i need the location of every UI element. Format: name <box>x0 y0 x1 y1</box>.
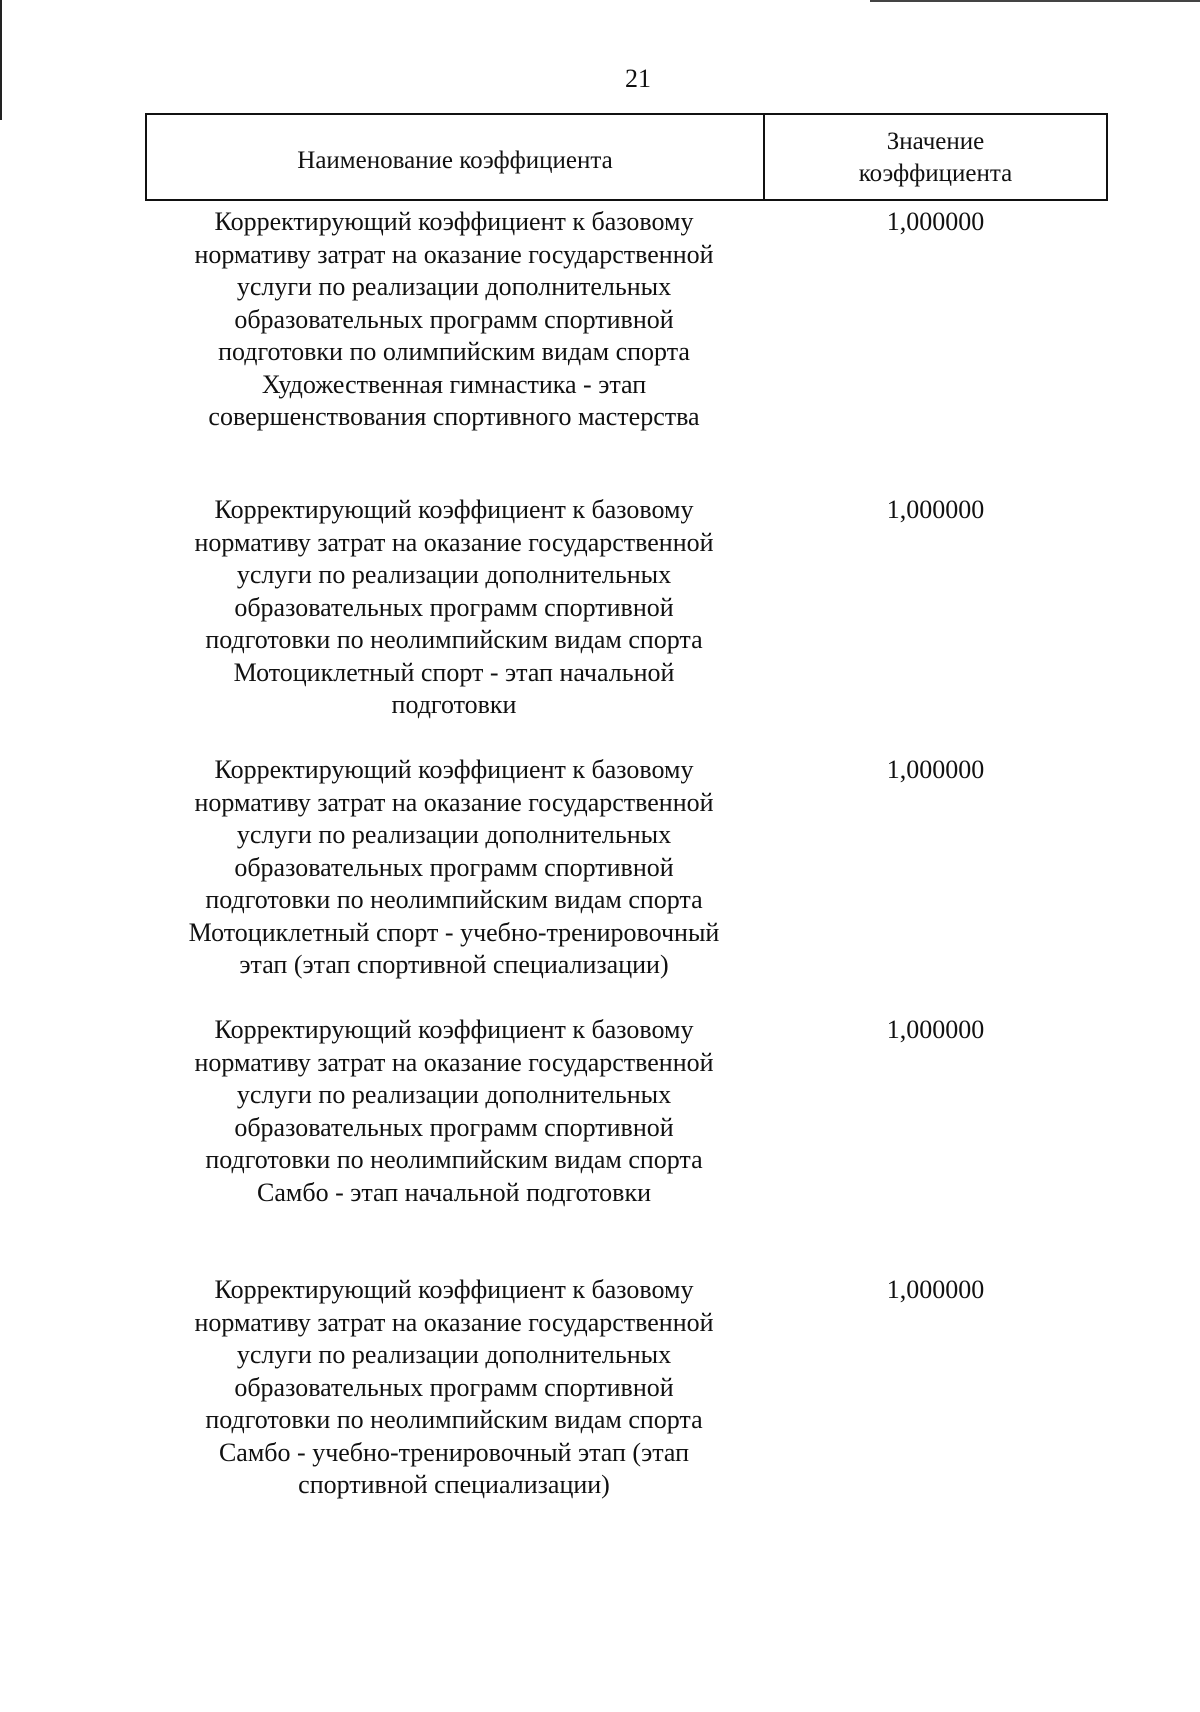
table-row <box>145 754 1108 982</box>
coefficient-value: 1,000000 <box>886 1275 985 1304</box>
coefficient-value: 1,000000 <box>886 1015 985 1044</box>
table-row <box>145 1274 1108 1502</box>
scan-edge-left <box>0 0 2 120</box>
table-row <box>145 1014 1108 1209</box>
coefficient-name: Корректирующий коэффициент к базовому нормативу затрат на оказание государственной услуги по реализации дополнительных образовательных программ спортивной подготовки по неолимпийским видам спорта Самбо - этап начальной подготовки <box>194 1015 714 1207</box>
table-header <box>145 113 1108 201</box>
coefficient-value: 1,000000 <box>886 755 985 784</box>
page-number: 21 <box>625 64 651 93</box>
coefficient-name: Корректирующий коэффициент к базовому нормативу затрат на оказание государственной услуги по реализации дополнительных образовательных программ спортивной подготовки по олимпийским видам спорта Художественная гимнастика - этап совершенствования спортивного мастерства <box>194 207 714 431</box>
coefficient-value: 1,000000 <box>886 495 985 524</box>
header-coefficient-value <box>765 115 1106 199</box>
table-row <box>145 494 1108 722</box>
coefficient-name: Корректирующий коэффициент к базовому нормативу затрат на оказание государственной услуги по реализации дополнительных образовательных программ спортивной подготовки по неолимпийским видам спорта Мотоциклетный спорт - этап начальной подготовки <box>194 495 714 719</box>
scan-edge-top <box>870 0 1200 2</box>
coefficient-name: Корректирующий коэффициент к базовому нормативу затрат на оказание государственной услуги по реализации дополнительных образовательных программ спортивной подготовки по неолимпийским видам спорта Самбо - учебно-тренировочный этап (этап спортивной специализации) <box>194 1275 714 1499</box>
coefficient-value: 1,000000 <box>886 207 985 236</box>
table-row <box>145 206 1108 434</box>
header-value-label: Значение коэффициента <box>858 128 1013 187</box>
header-coefficient-name: Наименование коэффициента <box>147 115 765 199</box>
coefficient-name: Корректирующий коэффициент к базовому нормативу затрат на оказание государственной услуги по реализации дополнительных образовательных программ спортивной подготовки по неолимпийским видам спорта Мотоциклетный спорт - учебно-тренировочный этап (этап спортивной специализации) <box>188 755 720 979</box>
